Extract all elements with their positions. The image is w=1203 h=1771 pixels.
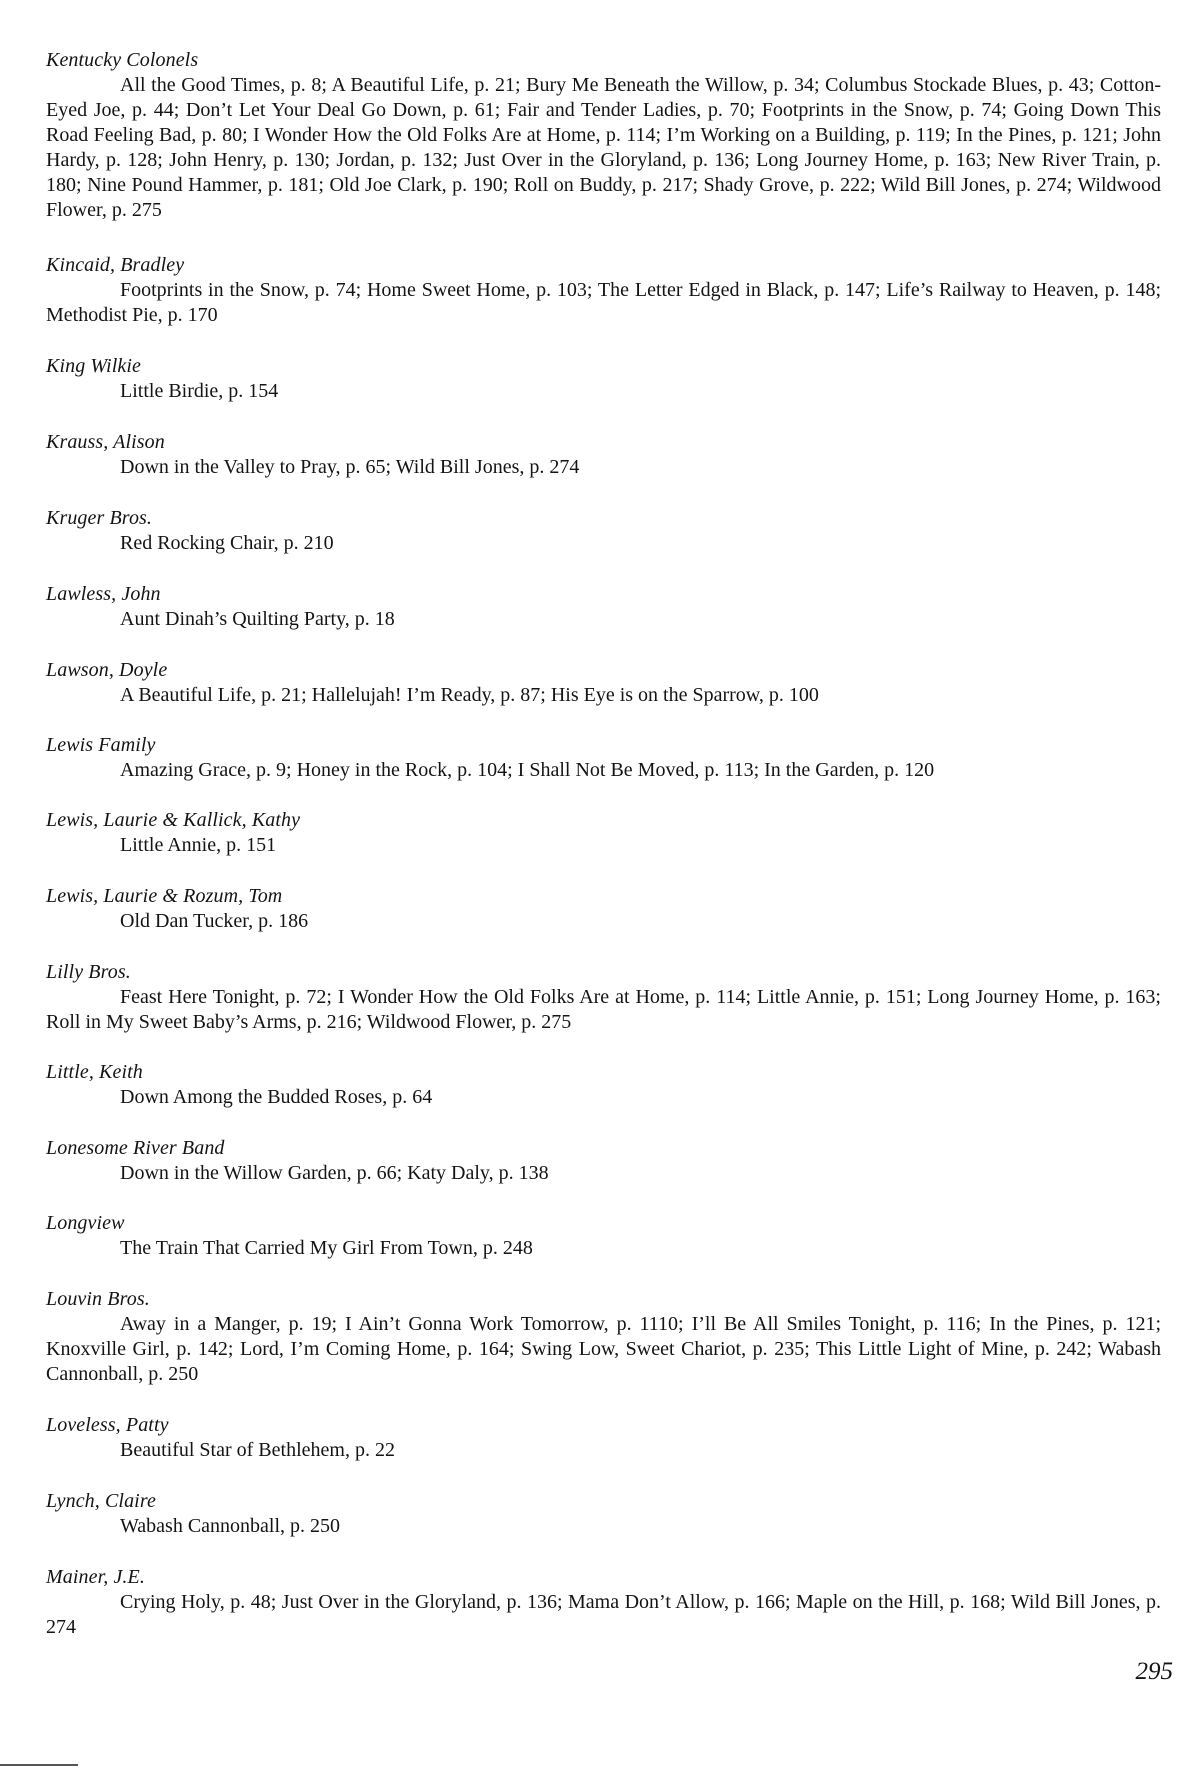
song-list: Away in a Manger, p. 19; I Ain’t Gonna Work Tomorrow, p. 1110; I’ll Be All Smiles Tonight, p. 116; In the Pines, p. 121; Knoxville Girl, p. 142; Lord, I’m Coming Home, p. 164; Swing Low, Sweet Chariot, p. 235; This Little Light of Mine, p. 242; Wabash Cannonball, p. 250 [46, 1313, 1161, 1385]
index-entry [46, 658, 1161, 708]
artist-name: Lewis Family [46, 734, 156, 756]
song-list: Down in the Willow Garden, p. 66; Katy Daly, p. 138 [120, 1162, 549, 1184]
song-list: All the Good Times, p. 8; A Beautiful Life, p. 21; Bury Me Beneath the Willow, p. 34; Columbus Stockade Blues, p. 43; Cotton-Eyed Joe, p. 44; Don’t Let Your Deal Go Down, p. 61; Fair and Tender Ladies, p. 70; Footprints in the Snow, p. 74; Going Down This Road Feeling Bad, p. 80; I Wonder How the Old Folks Are at Home, p. 114; I’m Working on a Building, p. 119; In the Pines, p. 121; John Hardy, p. 128; John Henry, p. 130; Jordan, p. 132; Just Over in the Gloryland, p. 136; Long Journey Home, p. 163; New River Train, p. 180; Nine Pound Hammer, p. 181; Old Joe Clark, p. 190; Roll on Buddy, p. 217; Shady Grove, p. 222; Wild Bill Jones, p. 274; Wildwood Flower, p. 275 [46, 74, 1161, 221]
index-entry [46, 354, 1161, 404]
song-list: Old Dan Tucker, p. 186 [120, 910, 309, 932]
song-list: Amazing Grace, p. 9; Honey in the Rock, p. 104; I Shall Not Be Moved, p. 113; In the Garden, p. 120 [120, 759, 935, 781]
index-entry [46, 506, 1161, 556]
artist-name: Mainer, J.E. [46, 1566, 145, 1588]
artist-name: Loveless, Patty [46, 1414, 169, 1436]
index-entry [46, 884, 1161, 934]
song-list: Down Among the Budded Roses, p. 64 [120, 1086, 433, 1108]
artist-name: Little, Keith [46, 1061, 143, 1083]
page-number: 295 [1135, 1658, 1173, 1685]
index-entry [46, 582, 1161, 632]
song-list: Footprints in the Snow, p. 74; Home Sweet Home, p. 103; The Letter Edged in Black, p. 147; Life’s Railway to Heaven, p. 148; Methodist Pie, p. 170 [46, 279, 1161, 326]
index-entry [46, 48, 1161, 223]
artist-name: Lilly Bros. [46, 961, 131, 983]
song-list: Aunt Dinah’s Quilting Party, p. 18 [120, 608, 395, 630]
artist-name: Lynch, Claire [46, 1490, 156, 1512]
index-entry [46, 733, 1161, 783]
song-list: Wabash Cannonball, p. 250 [120, 1515, 341, 1537]
artist-name: Lawson, Doyle [46, 659, 168, 681]
artist-name: Longview [46, 1212, 125, 1234]
song-list: Feast Here Tonight, p. 72; I Wonder How the Old Folks Are at Home, p. 114; Little Annie, p. 151; Long Journey Home, p. 163; Roll in My Sweet Baby’s Arms, p. 216; Wildwood Flower, p. 275 [46, 986, 1161, 1033]
artist-name: Louvin Bros. [46, 1288, 150, 1310]
index-entry [46, 808, 1161, 858]
song-list: Crying Holy, p. 48; Just Over in the Gloryland, p. 136; Mama Don’t Allow, p. 166; Maple on the Hill, p. 168; Wild Bill Jones, p. 274 [46, 1591, 1161, 1638]
index-entry [46, 1489, 1161, 1539]
index-entry [46, 1287, 1161, 1387]
artist-name: Lewis, Laurie & Kallick, Kathy [46, 809, 301, 831]
index-entry [46, 1211, 1161, 1261]
song-list: Red Rocking Chair, p. 210 [120, 532, 334, 554]
artist-name: King Wilkie [46, 355, 141, 377]
index-entry [46, 253, 1161, 328]
song-list: Little Birdie, p. 154 [120, 380, 279, 402]
index-entry [46, 1060, 1161, 1110]
index-entry [46, 1413, 1161, 1463]
song-list: Beautiful Star of Bethlehem, p. 22 [120, 1439, 395, 1461]
artist-name: Kruger Bros. [46, 507, 153, 529]
song-list: Down in the Valley to Pray, p. 65; Wild Bill Jones, p. 274 [120, 456, 580, 478]
index-entry [46, 1136, 1161, 1186]
song-list: The Train That Carried My Girl From Town, p. 248 [120, 1237, 533, 1259]
artist-name: Lawless, John [46, 583, 161, 605]
artist-name: Lonesome River Band [46, 1137, 225, 1159]
index-entry [46, 960, 1161, 1035]
song-list: A Beautiful Life, p. 21; Hallelujah! I’m Ready, p. 87; His Eye is on the Sparrow, p. 100 [120, 684, 819, 706]
song-list: Little Annie, p. 151 [120, 834, 277, 856]
artist-name: Kentucky Colonels [46, 49, 199, 71]
artist-name: Krauss, Alison [46, 431, 165, 453]
artist-name: Lewis, Laurie & Rozum, Tom [46, 885, 283, 907]
scan-edge-rule [0, 1764, 78, 1766]
index-entry [46, 1565, 1161, 1640]
artist-name: Kincaid, Bradley [46, 254, 185, 276]
index-entry [46, 430, 1161, 480]
